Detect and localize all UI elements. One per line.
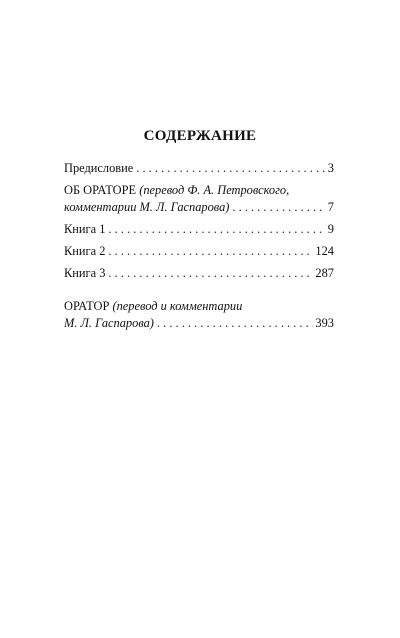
page-number: 3 <box>327 161 334 175</box>
toc-label: Книга 3 <box>64 266 106 280</box>
toc-label-italic: (перевод и комментарии <box>112 299 243 313</box>
toc-entry-book-1 <box>64 221 334 238</box>
leader-dots <box>136 160 326 177</box>
toc-label-italic: (перевод Ф. А. Петровского, <box>139 183 290 197</box>
toc-label: ОРАТОР (перевод и комментарии <box>64 299 243 313</box>
page-number: 9 <box>327 222 334 236</box>
toc-label: ОБ ОРАТОРЕ (перевод Ф. А. Петровского, <box>64 183 290 197</box>
toc-line <box>64 221 334 238</box>
table-of-contents <box>64 160 334 332</box>
leader-dots <box>157 315 313 332</box>
toc-label: Книга 1 <box>64 222 106 236</box>
toc-entry-book-3 <box>64 265 334 282</box>
page-number: 393 <box>315 316 334 330</box>
toc-line <box>64 160 334 177</box>
toc-line <box>64 315 334 332</box>
page-number: 7 <box>327 200 334 214</box>
toc-line <box>64 243 334 260</box>
leader-dots <box>108 265 313 282</box>
toc-label: Предисловие <box>64 161 134 175</box>
toc-entry-book-2 <box>64 243 334 260</box>
toc-line <box>64 265 334 282</box>
page-number: 287 <box>315 266 334 280</box>
toc-title: СОДЕРЖАНИЕ <box>143 128 257 144</box>
toc-label-continuation: комментарии М. Л. Гаспарова) <box>64 200 230 214</box>
toc-line <box>64 298 334 315</box>
leader-dots <box>108 243 313 260</box>
toc-line <box>64 182 334 199</box>
toc-label: Книга 2 <box>64 244 106 258</box>
toc-line <box>64 199 334 216</box>
toc-label-continuation: М. Л. Гаспарова) <box>64 316 154 330</box>
leader-dots <box>108 221 325 238</box>
toc-entry-preface <box>64 160 334 177</box>
leader-dots <box>232 199 325 216</box>
page-number: 124 <box>315 244 334 258</box>
toc-entry-orator <box>64 298 334 332</box>
toc-entry-de-oratore <box>64 182 334 216</box>
